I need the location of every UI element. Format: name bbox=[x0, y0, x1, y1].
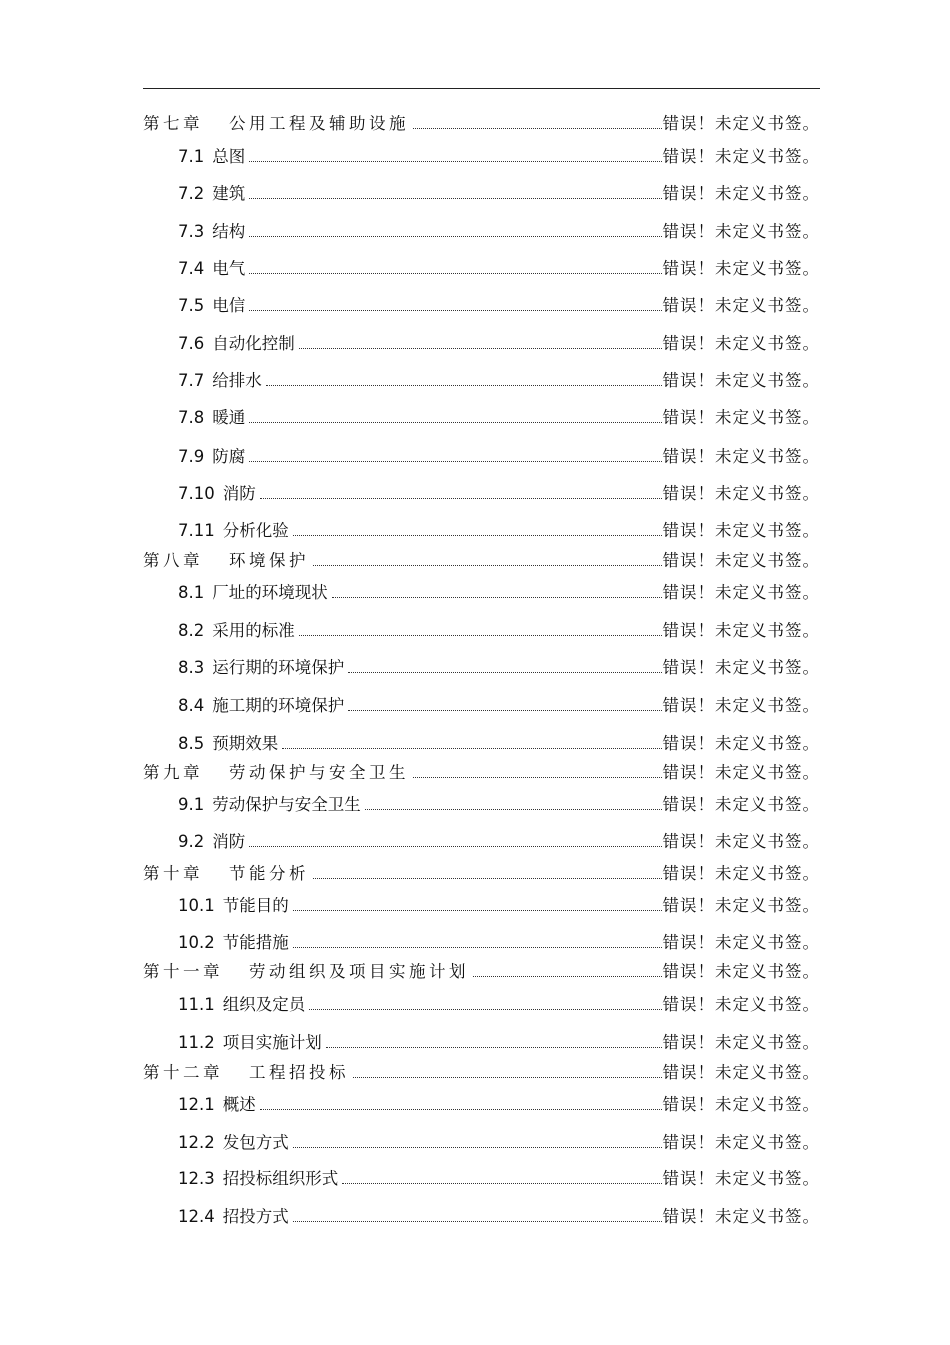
toc-entry-title: 建筑 bbox=[212, 184, 246, 203]
toc-entry-number: 12.2 bbox=[178, 1133, 215, 1152]
toc-section-entry[interactable] bbox=[178, 991, 820, 1015]
toc-dot-leader bbox=[293, 910, 662, 911]
toc-entry-page-ref: 错误！未定义书签。 bbox=[662, 795, 820, 814]
toc-entry-page-ref: 错误！未定义书签。 bbox=[662, 114, 820, 133]
toc-chapter-entry[interactable] bbox=[143, 547, 820, 571]
toc-entry-number: 10.2 bbox=[178, 933, 215, 952]
toc-entry-page-ref: 错误！未定义书签。 bbox=[662, 551, 820, 570]
toc-chapter-entry[interactable] bbox=[143, 1059, 820, 1083]
toc-entry-label bbox=[178, 1133, 289, 1153]
toc-dot-leader bbox=[293, 947, 662, 948]
toc-entry-number: 12.1 bbox=[178, 1095, 215, 1114]
toc-dot-leader bbox=[299, 348, 662, 349]
toc-entry-number: 第八章 bbox=[143, 551, 203, 570]
toc-entry-page-ref: 错误！未定义书签。 bbox=[662, 521, 820, 540]
toc-section-entry[interactable] bbox=[178, 292, 820, 316]
toc-dot-leader bbox=[413, 128, 662, 129]
toc-section-entry[interactable] bbox=[178, 1165, 820, 1189]
toc-dot-leader bbox=[348, 672, 661, 673]
toc-chapter-entry[interactable] bbox=[143, 110, 820, 134]
toc-entry-title: 自动化控制 bbox=[212, 334, 295, 353]
toc-entry-title: 招投标组织形式 bbox=[222, 1169, 339, 1188]
toc-section-entry[interactable] bbox=[178, 143, 820, 167]
toc-entry-label bbox=[178, 933, 289, 953]
toc-section-entry[interactable] bbox=[178, 828, 820, 852]
toc-entry-number: 7.11 bbox=[178, 521, 215, 540]
toc-entry-title: 防腐 bbox=[212, 447, 246, 466]
toc-entry-title: 施工期的环境保护 bbox=[212, 696, 345, 715]
toc-entry-number: 7.4 bbox=[178, 259, 205, 278]
toc-entry-number: 第十二章 bbox=[143, 1063, 223, 1082]
toc-section-entry[interactable] bbox=[178, 579, 820, 603]
toc-section-entry[interactable] bbox=[178, 255, 820, 279]
toc-section-entry[interactable] bbox=[178, 1129, 820, 1153]
toc-entry-page-ref: 错误！未定义书签。 bbox=[662, 832, 820, 851]
toc-entry-label bbox=[143, 864, 309, 884]
toc-entry-number: 9.2 bbox=[178, 832, 205, 851]
toc-chapter-entry[interactable] bbox=[143, 759, 820, 783]
toc-entry-label bbox=[178, 447, 245, 467]
toc-section-entry[interactable] bbox=[178, 692, 820, 716]
toc-entry-label bbox=[178, 408, 245, 428]
toc-entry-number: 7.9 bbox=[178, 447, 205, 466]
toc-entry-number: 11.1 bbox=[178, 995, 215, 1014]
toc-entry-page-ref: 错误！未定义书签。 bbox=[662, 995, 820, 1014]
toc-entry-title: 招投方式 bbox=[222, 1207, 289, 1226]
toc-entry-page-ref: 错误！未定义书签。 bbox=[662, 864, 820, 883]
toc-entry-number: 8.2 bbox=[178, 621, 205, 640]
toc-entry-label bbox=[178, 484, 256, 504]
toc-dot-leader bbox=[260, 1109, 662, 1110]
toc-entry-label bbox=[178, 995, 305, 1015]
toc-entry-title: 总图 bbox=[212, 147, 246, 166]
toc-entry-number: 12.3 bbox=[178, 1169, 215, 1188]
toc-dot-leader bbox=[313, 565, 662, 566]
toc-section-entry[interactable] bbox=[178, 654, 820, 678]
toc-section-entry[interactable] bbox=[178, 730, 820, 754]
toc-dot-leader bbox=[260, 498, 662, 499]
toc-entry-title: 消防 bbox=[222, 484, 256, 503]
toc-entry-title: 采用的标准 bbox=[212, 621, 295, 640]
toc-dot-leader bbox=[293, 1147, 662, 1148]
toc-entry-number: 7.5 bbox=[178, 296, 205, 315]
toc-entry-label bbox=[178, 1169, 338, 1189]
toc-entry-label bbox=[143, 114, 409, 134]
toc-entry-page-ref: 错误！未定义书签。 bbox=[662, 259, 820, 278]
toc-dot-leader bbox=[293, 1221, 662, 1222]
toc-entry-label bbox=[178, 734, 278, 754]
toc-entry-page-ref: 错误！未定义书签。 bbox=[662, 222, 820, 241]
toc-entry-label bbox=[178, 1033, 322, 1053]
toc-entry-page-ref: 错误！未定义书签。 bbox=[662, 1033, 820, 1052]
toc-section-entry[interactable] bbox=[178, 180, 820, 204]
toc-entry-page-ref: 错误！未定义书签。 bbox=[662, 763, 820, 782]
toc-entry-label bbox=[178, 658, 344, 678]
toc-dot-leader bbox=[282, 748, 661, 749]
toc-entry-title: 运行期的环境保护 bbox=[212, 658, 345, 677]
toc-entry-number: 第十章 bbox=[143, 864, 203, 883]
toc-entry-title: 暖通 bbox=[212, 408, 246, 427]
toc-dot-leader bbox=[266, 385, 662, 386]
toc-entry-title: 消防 bbox=[212, 832, 246, 851]
toc-entry-title: 电气 bbox=[212, 259, 246, 278]
toc-dot-leader bbox=[249, 161, 661, 162]
toc-entry-page-ref: 错误！未定义书签。 bbox=[662, 933, 820, 952]
toc-section-entry[interactable] bbox=[178, 892, 820, 916]
toc-chapter-entry[interactable] bbox=[143, 958, 820, 982]
toc-section-entry[interactable] bbox=[178, 480, 820, 504]
toc-entry-title: 劳动保护与安全卫生 bbox=[229, 763, 409, 782]
toc-entry-number: 8.5 bbox=[178, 734, 205, 753]
toc-entry-label bbox=[178, 832, 245, 852]
toc-entry-number: 7.8 bbox=[178, 408, 205, 427]
toc-entry-label bbox=[178, 334, 295, 354]
toc-section-entry[interactable] bbox=[178, 617, 820, 641]
toc-entry-number: 第十一章 bbox=[143, 962, 223, 981]
toc-dot-leader bbox=[249, 310, 661, 311]
toc-entry-page-ref: 错误！未定义书签。 bbox=[662, 334, 820, 353]
toc-entry-page-ref: 错误！未定义书签。 bbox=[662, 1133, 820, 1152]
toc-entry-label bbox=[178, 184, 245, 204]
toc-entry-number: 8.4 bbox=[178, 696, 205, 715]
toc-entry-number: 9.1 bbox=[178, 795, 205, 814]
toc-entry-label bbox=[143, 763, 409, 783]
toc-entry-label bbox=[178, 795, 361, 815]
toc-entry-page-ref: 错误！未定义书签。 bbox=[662, 447, 820, 466]
toc-dot-leader bbox=[249, 846, 661, 847]
toc-entry-page-ref: 错误！未定义书签。 bbox=[662, 1095, 820, 1114]
toc-entry-title: 发包方式 bbox=[222, 1133, 289, 1152]
toc-entry-label bbox=[178, 896, 289, 916]
toc-entry-page-ref: 错误！未定义书签。 bbox=[662, 296, 820, 315]
toc-entry-page-ref: 错误！未定义书签。 bbox=[662, 1207, 820, 1226]
toc-entry-number: 10.1 bbox=[178, 896, 215, 915]
toc-entry-label bbox=[178, 621, 295, 641]
toc-dot-leader bbox=[326, 1047, 662, 1048]
toc-entry-label bbox=[178, 371, 262, 391]
toc-entry-title: 劳动组织及项目实施计划 bbox=[249, 962, 469, 981]
toc-entry-title: 工程招投标 bbox=[249, 1063, 349, 1082]
toc-dot-leader bbox=[249, 461, 661, 462]
toc-entry-label bbox=[143, 1063, 349, 1083]
toc-section-entry[interactable] bbox=[178, 1091, 820, 1115]
toc-entry-title: 节能分析 bbox=[229, 864, 309, 883]
toc-entry-label bbox=[178, 1207, 289, 1227]
toc-entry-page-ref: 错误！未定义书签。 bbox=[662, 484, 820, 503]
toc-entry-title: 电信 bbox=[212, 296, 246, 315]
toc-entry-page-ref: 错误！未定义书签。 bbox=[662, 896, 820, 915]
toc-entry-title: 节能措施 bbox=[222, 933, 289, 952]
toc-entry-title: 给排水 bbox=[212, 371, 262, 390]
toc-entry-label bbox=[178, 1095, 256, 1115]
toc-entry-number: 第九章 bbox=[143, 763, 203, 782]
toc-entry-number: 7.2 bbox=[178, 184, 205, 203]
toc-section-entry[interactable] bbox=[178, 330, 820, 354]
toc-entry-label bbox=[178, 696, 344, 716]
toc-entry-label bbox=[143, 551, 309, 571]
toc-entry-title: 节能目的 bbox=[222, 896, 289, 915]
toc-section-entry[interactable] bbox=[178, 218, 820, 242]
toc-entry-title: 概述 bbox=[222, 1095, 256, 1114]
toc-entry-page-ref: 错误！未定义书签。 bbox=[662, 1169, 820, 1188]
toc-section-entry[interactable] bbox=[178, 1029, 820, 1053]
toc-section-entry[interactable] bbox=[178, 443, 820, 467]
toc-entry-title: 分析化验 bbox=[222, 521, 289, 540]
toc-section-entry[interactable] bbox=[178, 791, 820, 815]
toc-entry-number: 7.7 bbox=[178, 371, 205, 390]
header-rule bbox=[143, 88, 820, 89]
toc-entry-title: 组织及定员 bbox=[222, 995, 306, 1014]
toc-entry-page-ref: 错误！未定义书签。 bbox=[662, 734, 820, 753]
toc-entry-page-ref: 错误！未定义书签。 bbox=[662, 583, 820, 602]
toc-dot-leader bbox=[342, 1183, 661, 1184]
toc-entry-page-ref: 错误！未定义书签。 bbox=[662, 184, 820, 203]
toc-entry-title: 环境保护 bbox=[229, 551, 309, 570]
toc-entry-number: 7.10 bbox=[178, 484, 215, 503]
toc-dot-leader bbox=[299, 635, 662, 636]
toc-entry-number: 11.2 bbox=[178, 1033, 215, 1052]
toc-dot-leader bbox=[353, 1077, 662, 1078]
toc-entry-label bbox=[178, 583, 328, 603]
toc-dot-leader bbox=[313, 878, 662, 879]
toc-entry-title: 厂址的环境现状 bbox=[212, 583, 328, 602]
toc-entry-label bbox=[143, 962, 469, 982]
toc-entry-number: 第七章 bbox=[143, 114, 203, 133]
toc-entry-number: 8.1 bbox=[178, 583, 205, 602]
toc-dot-leader bbox=[348, 710, 661, 711]
toc-entry-page-ref: 错误！未定义书签。 bbox=[662, 962, 820, 981]
toc-dot-leader bbox=[293, 535, 662, 536]
toc-entry-label bbox=[178, 259, 245, 279]
toc-entry-page-ref: 错误！未定义书签。 bbox=[662, 696, 820, 715]
toc-dot-leader bbox=[332, 597, 662, 598]
toc-entry-number: 7.1 bbox=[178, 147, 205, 166]
toc-entry-page-ref: 错误！未定义书签。 bbox=[662, 147, 820, 166]
toc-entry-title: 劳动保护与安全卫生 bbox=[212, 795, 361, 814]
toc-section-entry[interactable] bbox=[178, 1203, 820, 1227]
toc-entry-title: 公用工程及辅助设施 bbox=[229, 114, 409, 133]
toc-dot-leader bbox=[473, 976, 662, 977]
toc-entry-title: 项目实施计划 bbox=[222, 1033, 322, 1052]
toc-entry-page-ref: 错误！未定义书签。 bbox=[662, 1063, 820, 1082]
toc-entry-title: 预期效果 bbox=[212, 734, 279, 753]
toc-section-entry[interactable] bbox=[178, 517, 820, 541]
toc-entry-number: 7.3 bbox=[178, 222, 205, 241]
toc-entry-number: 8.3 bbox=[178, 658, 205, 677]
toc-dot-leader bbox=[249, 236, 661, 237]
toc-entry-label bbox=[178, 521, 289, 541]
toc-entry-number: 12.4 bbox=[178, 1207, 215, 1226]
toc-entry-page-ref: 错误！未定义书签。 bbox=[662, 371, 820, 390]
toc-dot-leader bbox=[413, 777, 662, 778]
toc-entry-label bbox=[178, 147, 245, 167]
toc-section-entry[interactable] bbox=[178, 929, 820, 953]
toc-dot-leader bbox=[309, 1009, 661, 1010]
toc-entry-number: 7.6 bbox=[178, 334, 205, 353]
toc-dot-leader bbox=[249, 198, 661, 199]
toc-entry-title: 结构 bbox=[212, 222, 246, 241]
toc-section-entry[interactable] bbox=[178, 404, 820, 428]
toc-dot-leader bbox=[249, 422, 661, 423]
toc-entry-page-ref: 错误！未定义书签。 bbox=[662, 621, 820, 640]
toc-entry-label bbox=[178, 222, 245, 242]
toc-chapter-entry[interactable] bbox=[143, 860, 820, 884]
toc-entry-page-ref: 错误！未定义书签。 bbox=[662, 658, 820, 677]
toc-entry-label bbox=[178, 296, 245, 316]
toc-section-entry[interactable] bbox=[178, 367, 820, 391]
toc-dot-leader bbox=[365, 809, 662, 810]
toc-entry-page-ref: 错误！未定义书签。 bbox=[662, 408, 820, 427]
toc-dot-leader bbox=[249, 273, 661, 274]
